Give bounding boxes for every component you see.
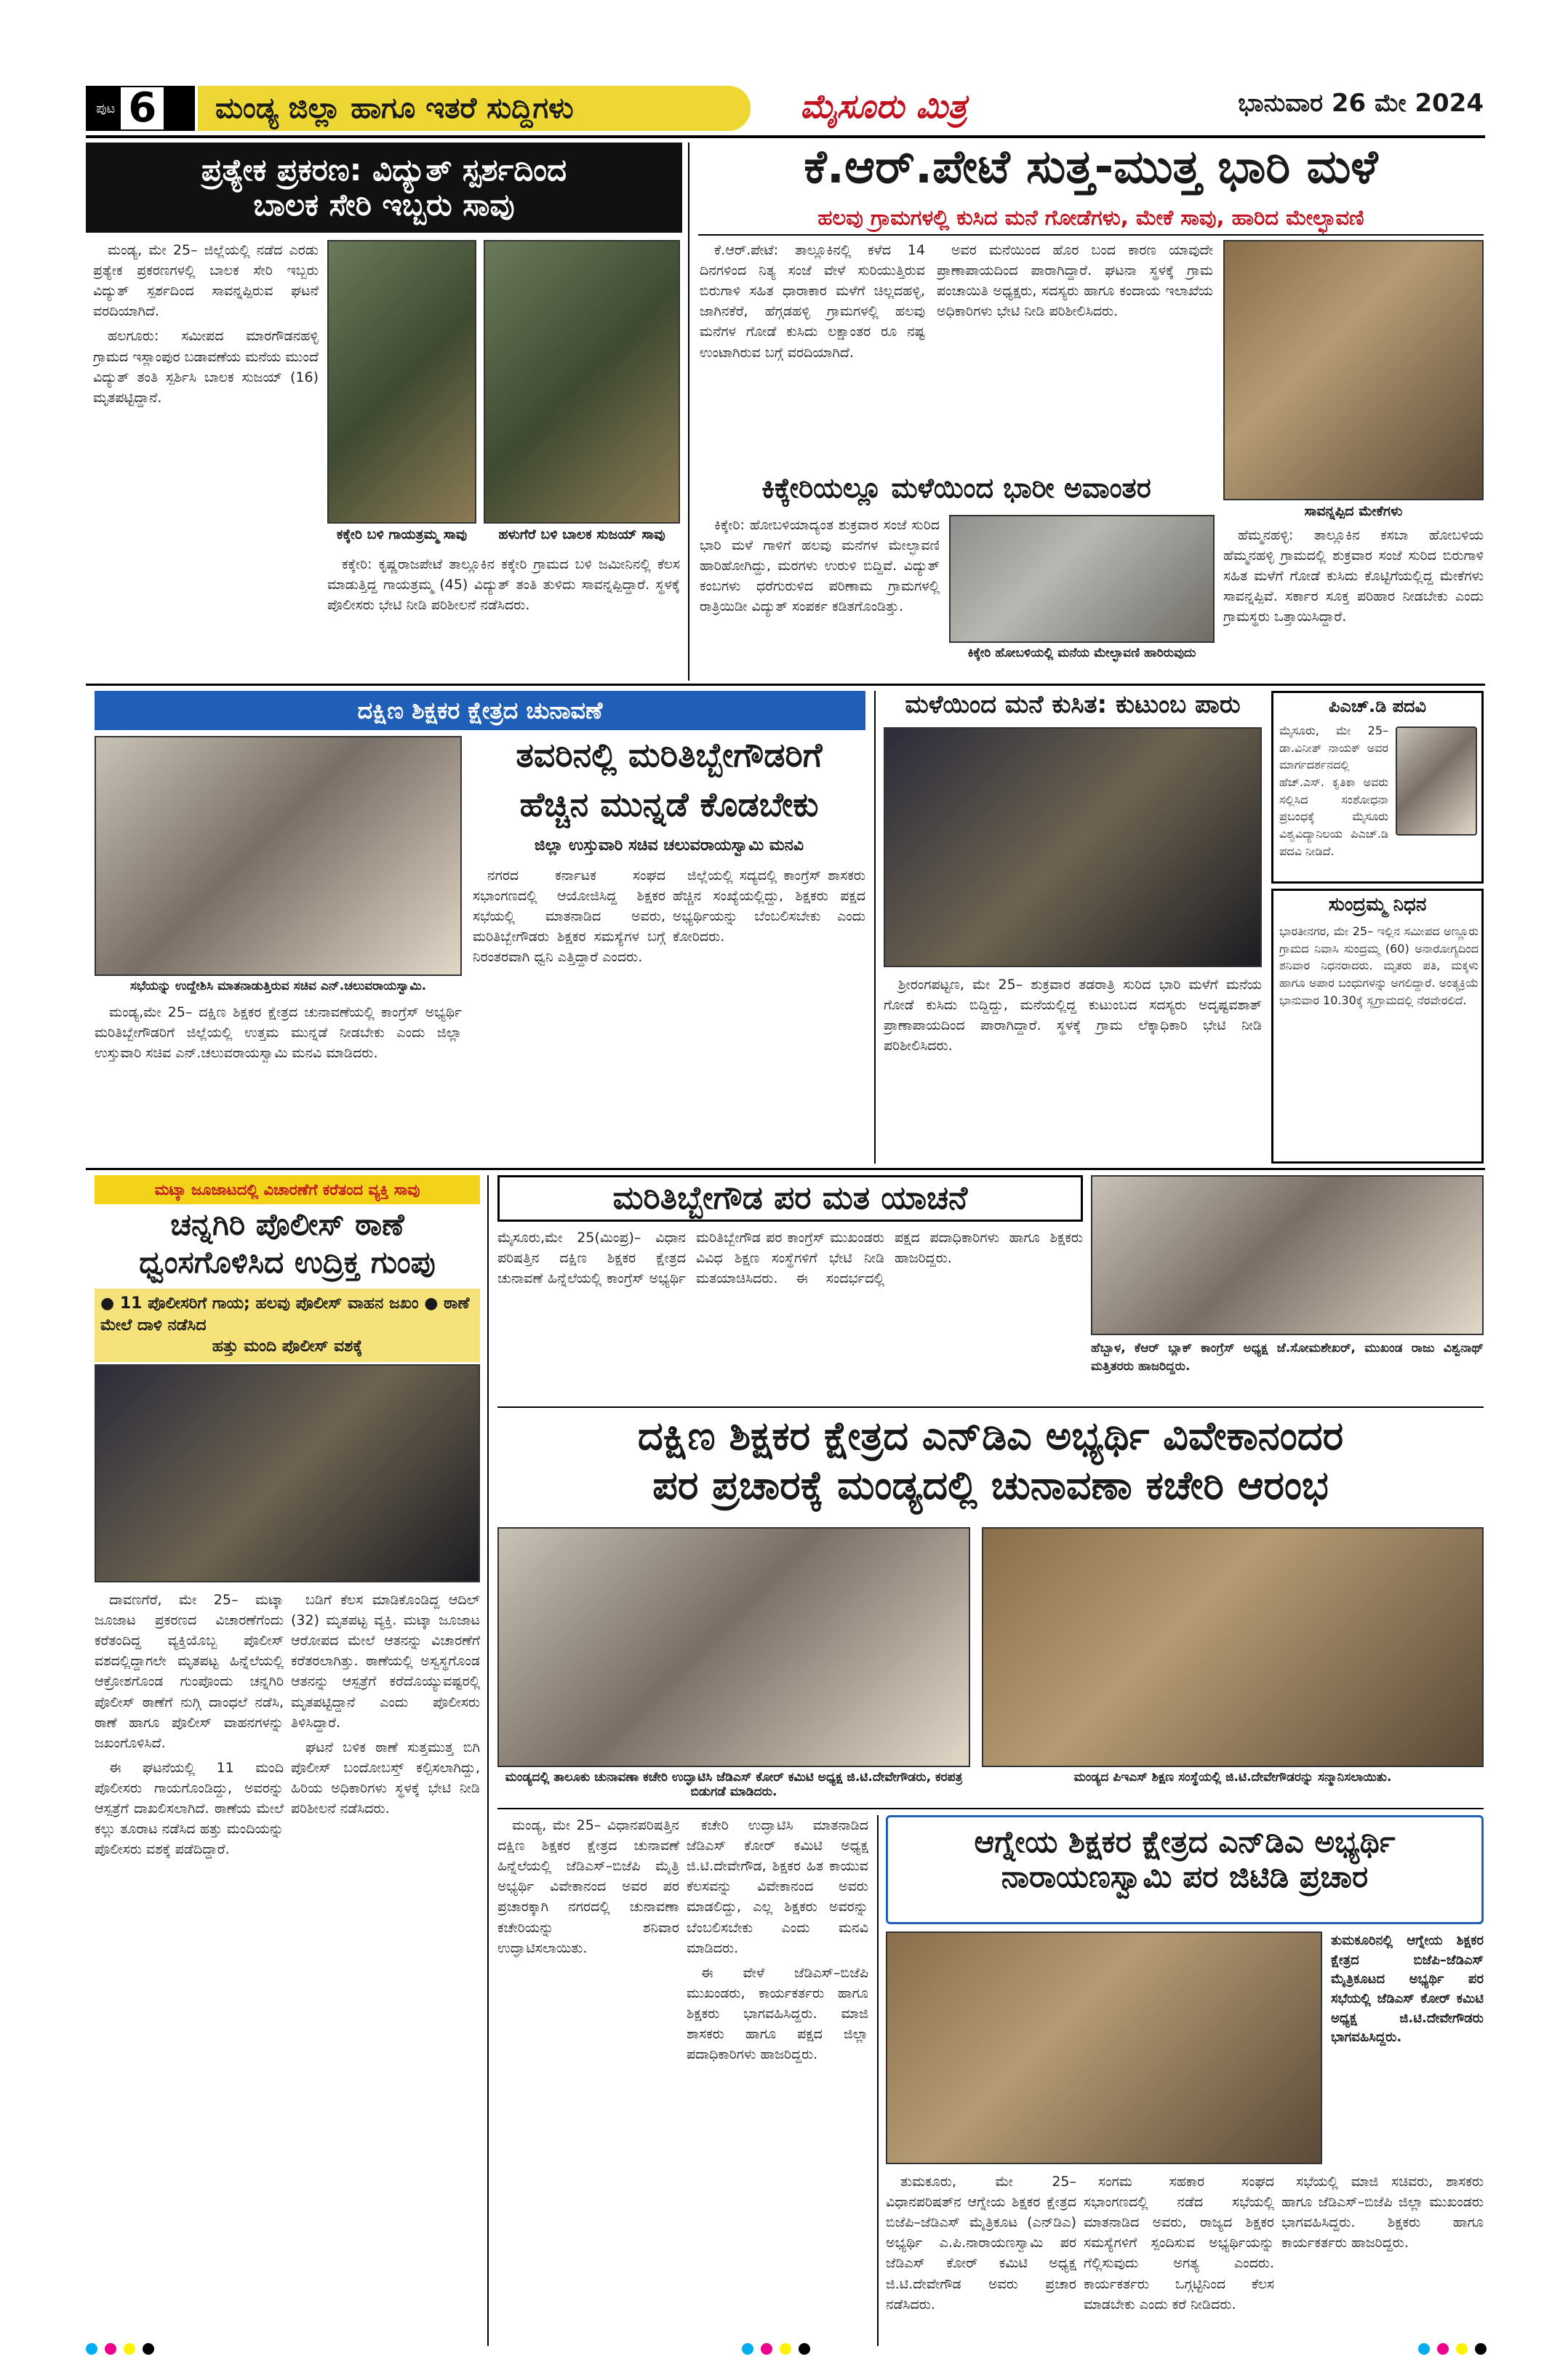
story1-body-1: ಮಂಡ್ಯ, ಮೇ 25– ಜಿಲ್ಲೆಯಲ್ಲಿ ನಡೆದ ಎರಡು ಪ್ರತ್ಯೇಕ ಪ್ರಕರಣಗಳಲ್ಲಿ ಬಾಲಕ ಸೇರಿ ಇಬ್ಬರು ವಿದ್ಯುತ್ ಸ್ಪರ್ಶದಿಂದ ಸಾವನ್ನಪ್ಪಿರುವ ಘಟನೆ ವರದಿಯಾಗಿದೆ. <box>93 242 319 320</box>
cyan-dot <box>1418 2343 1430 2355</box>
election-headline-line2: ಹೆಚ್ಚಿನ ಮುನ್ನಡೆ ಕೊಡಬೇಕು <box>519 785 819 824</box>
election-column-1 <box>95 1002 462 1164</box>
nda-caption-2: ಮಂಡ್ಯದ ಪಿಇಎಸ್ ಶಿಕ್ಷಣ ಸಂಸ್ಥೆಯಲ್ಲಿ ಜಿ.ಟಿ.ದೇವೇಗೌಡರನ್ನು ಸನ್ಮಾನಿಸಲಾಯಿತು. <box>1073 1770 1392 1785</box>
narayanaswamy-body-1: ತುಮಕೂರು, ಮೇ 25– ವಿಧಾನಪರಿಷತ್‌ನ ಆಗ್ನೇಯ ಶಿಕ್ಷಕರ ಕ್ಷೇತ್ರದ ಬಿಜೆಪಿ–ಜೆಡಿಎಸ್ ಮೈತ್ರಿಕೂಟ (ಎನ್‌ಡಿಎ) ಅಭ್ಯರ್ಥಿ ಎ.ಪಿ.ನಾರಾಯಣಸ್ವಾಮಿ ಪರ ಜೆಡಿಎಸ್ ಕೋರ್ ಕಮಿಟಿ ಅಧ್ಯಕ್ಷ ಜಿ.ಟಿ.ದೇವೇಗೌಡ ಅವರು ಪ್ರಚಾರ ನಡೆಸಿದರು. <box>886 2174 1076 2313</box>
story2-body-2: ಅವರ ಮನೆಯಿಂದ ಹೊರ ಬಂದ ಕಾರಣ ಯಾವುದೇ ಪ್ರಾಣಾಪಾಯದಿಂದ ಪಾರಾಗಿದ್ದಾರೆ. ಘಟನಾ ಸ್ಥಳಕ್ಕೆ ಗ್ರಾಮ ಪಂಚಾಯಿತಿ ಅಧ್ಯಕ್ಷರು, ಸದಸ್ಯರು ಹಾಗೂ ಕಂದಾಯ ಇಲಾಖೆಯ ಅಧಿಕಾರಿಗಳು ಭೇಟಿ ನೀಡಿ ಪರಿಶೀಲಿಸಿದರು. <box>937 242 1213 320</box>
narayanaswamy-headline-line1: ಆಗ್ನೇಯ ಶಿಕ್ಷಕರ ಕ್ಷೇತ್ರದ ಎನ್‌ಡಿಎ ಅಭ್ಯರ್ಥಿ <box>974 1824 1396 1859</box>
vote-appeal-caption: ಹೆಬ್ಬಾಳ, ಕೆಆರ್ ಬ್ಲಾಕ್ ಕಾಂಗ್ರೆಸ್ ಅಧ್ಯಕ್ಷ ಜೆ.ಸೋಮಶೇಖರ್, ಮುಖಂಡ ರಾಜು ವಿಶ್ವನಾಥ್ ಮತ್ತಿತರರು ಹಾಜರಿದ್ದರು. <box>1091 1341 1484 1374</box>
newspaper-logo: ಮೈಸೂರು ಮಿತ್ರ <box>800 87 967 126</box>
registration-marks-center <box>742 2343 810 2355</box>
story2-rule <box>698 234 1484 236</box>
nda-column-1 <box>497 1815 679 2346</box>
narayanaswamy-body-2: ಸಂಗಮ ಸಹಕಾರ ಸಂಘದ ಸಭಾಂಗಣದಲ್ಲಿ ನಡೆದ ಸಭೆಯಲ್ಲಿ ಮಾತನಾಡಿದ ಅವರು, ರಾಜ್ಯದ ಶಿಕ್ಷಕರ ಸಮಸ್ಯೆಗಳಿಗೆ ಸ್ಪಂದಿಸುವ ಅಭ್ಯರ್ಥಿಯನ್ನು ಗೆಲ್ಲಿಸುವುದು ಅಗತ್ಯ ಎಂದರು. ಕಾರ್ಯಕರ್ತರು ಒಗ್ಗಟ್ಟಿನಿಂದ ಕೆಲಸ ಮಾಡಬೇಕು ಎಂದು ಕರೆ ನೀಡಿದರು. <box>1084 2174 1274 2313</box>
nda-body-2: ಕಚೇರಿ ಉದ್ಘಾಟಿಸಿ ಮಾತನಾಡಿದ ಜೆಡಿಎಸ್ ಕೋರ್ ಕಮಿಟಿ ಅಧ್ಯಕ್ಷ ಜಿ.ಟಿ.ದೇವೇಗೌಡ, ಶಿಕ್ಷಕರ ಹಿತ ಕಾಯುವ ಕೆಲಸವನ್ನು ವಿವೇಕಾನಂದ ಅವರು ಮಾಡಲಿದ್ದು, ಎಲ್ಲ ಶಿಕ್ಷಕರು ಅವರನ್ನು ಬೆಂಬಲಿಸಬೇಕು ಎಂದು ಮನವಿ ಮಾಡಿದರು. <box>687 1817 868 1956</box>
section-rule-1 <box>86 684 1485 686</box>
phd-title: ಪಿಎಚ್.ಡಿ ಪದವಿ <box>1329 696 1426 716</box>
story3-column <box>700 515 940 675</box>
vote-appeal-headline: ಮರಿತಿಬ್ಬೇಗೌಡ ಪರ ಮತ ಯಾಚನೆ <box>497 1175 1083 1222</box>
black-dot <box>799 2343 810 2355</box>
story2-column-2 <box>937 240 1213 465</box>
narayanaswamy-photo <box>886 1931 1322 2164</box>
narayanaswamy-column-2 <box>1084 2171 1274 2346</box>
channagiri-body-2: ಈ ಘಟನೆಯಲ್ಲಿ 11 ಮಂದಿ ಪೊಲೀಸರು ಗಾಯಗೊಂಡಿದ್ದು, ಅವರನ್ನು ಆಸ್ಪತ್ರೆಗೆ ದಾಖಲಿಸಲಾಗಿದೆ. ಠಾಣೆಯ ಮೇಲೆ ಕಲ್ಲು ತೂರಾಟ ನಡೆಸಿದ ಹತ್ತು ಮಂದಿಯನ್ನು ಪೊಲೀಸರು ವಶಕ್ಕೆ ಪಡೆದಿದ್ದಾರೆ. <box>95 1759 284 1858</box>
registration-marks-left <box>86 2343 154 2355</box>
nda-column-2 <box>687 1815 868 2346</box>
channagiri-headline-line2: ಧ್ವಂಸಗೊಳಿಸಿದ ಉದ್ರಿಕ್ತ ಗುಂಪು <box>139 1244 436 1280</box>
story1-caption-2: ಹಳುಗೆರೆ ಬಳಿ ಬಾಲಕ ಸುಜಯ್ ಸಾವು <box>498 527 665 543</box>
channagiri-headline-line1: ಚನ್ನಗಿರಿ ಪೊಲೀಸ್ ಠಾಣೆ <box>170 1206 404 1242</box>
house-collapse-headline: ಮಳೆಯಿಂದ ಮನೆ ಕುಸಿತ: ಕುಟುಂಬ ಪಾರು <box>905 690 1241 719</box>
column-divider-3 <box>487 1175 489 2346</box>
house-collapse-column <box>884 974 1262 1164</box>
channagiri-column-2 <box>291 1590 480 2346</box>
phd-portrait <box>1396 726 1477 836</box>
story1-column-1 <box>93 240 319 647</box>
election-body-1: ಮಂಡ್ಯ,ಮೇ 25– ದಕ್ಷಿಣ ಶಿಕ್ಷಕರ ಕ್ಷೇತ್ರದ ಚುನಾವಣೆಯಲ್ಲಿ ಕಾಂಗ್ರೆಸ್ ಅಭ್ಯರ್ಥಿ ಮರಿತಿಬ್ಬೇಗೌಡರಿಗೆ ಜಿಲ್ಲೆಯಲ್ಲಿ ಉತ್ತಮ ಮುನ್ನಡೆ ನೀಡಬೇಕು ಎಂದು ಜಿಲ್ಲಾ ಉಸ್ತುವಾರಿ ಸಚಿವ ಎನ್.ಚಲುವರಾಯಸ್ವಾಮಿ ಮನವಿ ಮಾಡಿದರು. <box>95 1004 462 1062</box>
story1-caption-1: ಕಕ್ಕೇರಿ ಬಳಿ ಗಾಯತ್ರಮ್ಮ ಸಾವು <box>336 527 468 543</box>
obituary-title: ಸುಂದ್ರಮ್ಮ ನಿಧನ <box>1328 894 1427 916</box>
nda-headline-line1: ದಕ್ಷಿಣ ಶಿಕ್ಷಕರ ಕ್ಷೇತ್ರದ ಎನ್‌ಡಿಎ ಅಭ್ಯರ್ಥಿ ವಿವೇಕಾನಂದರ <box>637 1413 1344 1459</box>
nda-headline-line2: ಪರ ಪ್ರಚಾರಕ್ಕೆ ಮಂಡ್ಯದಲ್ಲಿ ಚುನಾವಣಾ ಕಚೇರಿ ಆರಂಭ <box>652 1462 1329 1508</box>
house-collapse-photo <box>884 727 1262 967</box>
page-label: ಪುಟ <box>96 100 116 116</box>
story1-body-3: ಕಕ್ಕೇರಿ: ಕೃಷ್ಣರಾಜಪೇಟೆ ತಾಲ್ಲೂಕಿನ ಕಕ್ಕೇರಿ ಗ್ರಾಮದ ಬಳಿ ಜಮೀನಿನಲ್ಲಿ ಕೆಲಸ ಮಾಡುತ್ತಿದ್ದ ಗಾಯತ್ರಮ್ಮ (45) ವಿದ್ಯುತ್ ತಂತಿ ತುಳಿದು ಸಾವನ್ನಪ್ಪಿದ್ದಾರೆ. ಸ್ಥಳಕ್ಕೆ ಪೊಲೀಸರು ಭೇಟಿ ನೀಡಿ ಪರಿಶೀಲನೆ ನಡೆಸಿದರು. <box>327 556 680 614</box>
vote-appeal-photo <box>1091 1175 1484 1335</box>
yellow-dot <box>780 2343 791 2355</box>
cyan-dot <box>742 2343 753 2355</box>
story2-column-3 <box>1223 525 1484 670</box>
yellow-dot <box>124 2343 135 2355</box>
channagiri-body-3: ಬಡಿಗೆ ಕೆಲಸ ಮಾಡಿಕೊಂಡಿದ್ದ ಆದಿಲ್ (32) ಮೃತಪಟ್ಟ ವ್ಯಕ್ತಿ. ಮಟ್ಕಾ ಜೂಜಾಟ ಆರೋಪದ ಮೇಲೆ ಆತನನ್ನು ವಿಚಾರಣೆಗೆ ಕರೆತರಲಾಗಿತ್ತು. ಠಾಣೆಯಲ್ಲಿ ಅಸ್ವಸ್ಥಗೊಂಡ ಆತನನ್ನು ಆಸ್ಪತ್ರೆಗೆ ಕರೆದೊಯ್ಯುವಷ್ಟರಲ್ಲಿ ಮೃತಪಟ್ಟಿದ್ದಾನೆ ಎಂದು ಪೊಲೀಸರು ತಿಳಿಸಿದ್ದಾರೆ. <box>291 1592 480 1731</box>
story2-headline: ಕೆ.ಆರ್.ಪೇಟೆ ಸುತ್ತ-ಮುತ್ತ ಭಾರಿ ಮಳೆ <box>804 140 1378 194</box>
channagiri-photo <box>95 1364 480 1582</box>
section-rule-3 <box>497 1406 1484 1408</box>
black-dot <box>1475 2343 1487 2355</box>
narayanaswamy-side-caption: ತುಮಕೂರಿನಲ್ಲಿ ಆಗ್ನೇಯ ಶಿಕ್ಷಕರ ಕ್ಷೇತ್ರದ ಬಿಜೆಪಿ–ಜೆಡಿಎಸ್ ಮೈತ್ರಿಕೂಟದ ಅಭ್ಯರ್ಥಿ ಪರ ಸಭೆಯಲ್ಲಿ ಜೆಡಿಎಸ್ ಕೋರ್ ಕಮಿಟಿ ಅಧ್ಯಕ್ಷ ಜಿ.ಟಿ.ದೇವೇಗೌಡರು ಭಾಗವಹಿಸಿದ್ದರು. <box>1331 1933 1484 2046</box>
story3-photo <box>949 515 1215 643</box>
election-column-2 <box>473 865 665 1164</box>
election-photo-caption: ಸಭೆಯನ್ನು ಉದ್ದೇಶಿಸಿ ಮಾತನಾಡುತ್ತಿರುವ ಸಚಿವ ಎನ್.ಚಲುವರಾಯಸ್ವಾಮಿ. <box>129 979 427 993</box>
masthead-rule <box>86 135 1485 138</box>
story2-body-3: ಹೆಮ್ಮನಹಳ್ಳಿ: ತಾಲ್ಲೂಕಿನ ಕಸಬಾ ಹೋಬಳಿಯ ಹೆಮ್ಮನಹಳ್ಳಿ ಗ್ರಾಮದಲ್ಲಿ ಶುಕ್ರವಾರ ಸಂಜೆ ಸುರಿದ ಬಿರುಗಾಳಿ ಸಹಿತ ಮಳೆಗೆ ಗೋಡೆ ಕುಸಿದು ಕೊಟ್ಟಿಗೆಯಲ್ಲಿದ್ದ ಮೇಕೆಗಳು ಸಾವನ್ನಪ್ಪಿವೆ. ಸರ್ಕಾರ ಸೂಕ್ತ ಪರಿಹಾರ ನೀಡಬೇಕು ಎಂದು ಗ್ರಾಮಸ್ಥರು ಒತ್ತಾಯಿಸಿದ್ದಾರೆ. <box>1223 527 1484 625</box>
channagiri-column-1 <box>95 1590 284 2346</box>
column-divider <box>688 143 689 681</box>
phd-box <box>1271 691 1484 884</box>
channagiri-bullet-1: ● 11 ಪೊಲೀಸರಿಗೆ ಗಾಯ; ಹಲವು ಪೊಲೀಸ್ ವಾಹನ ಜಖಂ ● ಠಾಣೆ ಮೇಲೆ ದಾಳಿ ನಡೆಸಿದ <box>100 1294 470 1334</box>
nda-body-1: ಮಂಡ್ಯ, ಮೇ 25– ವಿಧಾನಪರಿಷತ್ತಿನ ದಕ್ಷಿಣ ಶಿಕ್ಷಕರ ಕ್ಷೇತ್ರದ ಚುನಾವಣೆ ಹಿನ್ನೆಲೆಯಲ್ಲಿ ಜೆಡಿಎಸ್–ಬಿಜೆಪಿ ಮೈತ್ರಿ ಅಭ್ಯರ್ಥಿ ವಿವೇಕಾನಂದ ಅವರ ಪರ ಪ್ರಚಾರಕ್ಕಾಗಿ ನಗರದಲ್ಲಿ ಚುನಾವಣಾ ಕಚೇರಿಯನ್ನು ಶನಿವಾರ ಉದ್ಘಾಟಿಸಲಾಯಿತು. <box>497 1817 679 1956</box>
election-section-bar: ದಕ್ಷಿಣ ಶಿಕ್ಷಕರ ಕ್ಷೇತ್ರದ ಚುನಾವಣೆ <box>95 691 865 730</box>
magenta-dot <box>105 2343 116 2355</box>
story1-headline-box <box>86 143 682 233</box>
column-divider-4 <box>877 1815 879 2346</box>
election-photo <box>95 736 462 976</box>
nda-photo-1 <box>497 1527 970 1767</box>
story1-photo-2 <box>484 240 680 524</box>
story1-column-2 <box>327 554 680 700</box>
vote-appeal-body: ಮೈಸೂರು,ಮೇ 25(ಮಿಂಪ್ರ)– ವಿಧಾನ ಪರಿಷತ್ತಿನ ದಕ್ಷಿಣ ಶಿಕ್ಷಕರ ಕ್ಷೇತ್ರದ ಚುನಾವಣೆ ಹಿನ್ನೆಲೆಯಲ್ಲಿ ಕಾಂಗ್ರೆಸ್ ಅಭ್ಯರ್ಥಿ ಮರಿತಿಬ್ಬೇಗೌಡ ಪರ ಕಾಂಗ್ರೆಸ್ ಮುಖಂಡರು ವಿವಿಧ ಶಿಕ್ಷಣ ಸಂಸ್ಥೆಗಳಿಗೆ ಭೇಟಿ ನೀಡಿ ಮತಯಾಚಿಸಿದರು. ಈ ಸಂದರ್ಭದಲ್ಲಿ ಪಕ್ಷದ ಪದಾಧಿಕಾರಿಗಳು ಹಾಗೂ ಶಿಕ್ಷಕರು ಹಾಜರಿದ್ದರು. <box>497 1230 1083 1287</box>
story2-photo <box>1223 240 1484 500</box>
election-subheadline: ಜಿಲ್ಲಾ ಉಸ್ತುವಾರಿ ಸಚಿವ ಚಲುವರಾಯಸ್ವಾಮಿ ಮನವಿ <box>534 836 804 854</box>
magenta-dot <box>1437 2343 1449 2355</box>
section-rule-2 <box>86 1168 1485 1170</box>
page-number-box <box>86 86 195 131</box>
channagiri-bullets <box>95 1289 480 1362</box>
story2-photo-caption: ಸಾವನ್ನಪ್ಪಿದ ಮೇಕೆಗಳು <box>1304 503 1403 519</box>
story2-body-1: ಕೆ.ಆರ್.ಪೇಟೆ: ತಾಲ್ಲೂಕಿನಲ್ಲಿ ಕಳೆದ 14 ದಿನಗಳಿಂದ ನಿತ್ಯ ಸಂಜೆ ವೇಳೆ ಸುರಿಯುತ್ತಿರುವ ಬಿರುಗಾಳಿ ಸಹಿತ ಧಾರಾಕಾರ ಮಳೆಗೆ ಚಿಲ್ಲದಹಳ್ಳಿ, ಜಾಗಿನಕೆರೆ, ಹೆಗ್ಗಡಹಳ್ಳಿ ಗ್ರಾಮಗಳಲ್ಲಿ ಹಲವು ಮನೆಗಳ ಗೋಡೆ ಕುಸಿದು ಲಕ್ಷಾಂತರ ರೂ ನಷ್ಟ ಉಂಟಾಗಿರುವ ಬಗ್ಗೆ ವರದಿಯಾಗಿದೆ. <box>700 242 925 361</box>
story3-photo-caption: ಕಿಕ್ಕೇರಿ ಹೋಬಳಿಯಲ್ಲಿ ಮನೆಯ ಮೇಲ್ಛಾವಣಿ ಹಾರಿರುವುದು <box>967 646 1196 660</box>
channagiri-body-1: ದಾವಣಗೆರೆ, ಮೇ 25– ಮಟ್ಕಾ ಜೂಜಾಟ ಪ್ರಕರಣದ ವಿಚಾರಣೆಗೆಂದು ಕರೆತಂದಿದ್ದ ವ್ಯಕ್ತಿಯೊಬ್ಬ ಪೊಲೀಸ್ ವಶದಲ್ಲಿದ್ದಾಗಲೇ ಮೃತಪಟ್ಟ ಹಿನ್ನೆಲೆಯಲ್ಲಿ ಆಕ್ರೋಶಗೊಂಡ ಗುಂಪೊಂದು ಚನ್ನಗಿರಿ ಪೊಲೀಸ್ ಠಾಣೆಗೆ ನುಗ್ಗಿ ದಾಂಧಲೆ ನಡೆಸಿ, ಠಾಣೆ ಹಾಗೂ ಪೊಲೀಸ್ ವಾಹನಗಳನ್ನು ಜಖಂಗೊಳಿಸಿದೆ. <box>95 1592 284 1751</box>
story1-body-2: ಹಲಗೂರು: ಸಮೀಪದ ಮಾರಗೌಡನಹಳ್ಳಿ ಗ್ರಾಮದ ಇಸ್ಲಾಂಪುರ ಬಡಾವಣೆಯ ಮನೆಯ ಮುಂದೆ ವಿದ್ಯುತ್ ತಂತಿ ಸ್ಪರ್ಶಿಸಿ ಬಾಲಕ ಸುಜಯ್ (16) ಮೃತಪಟ್ಟಿದ್ದಾನೆ. <box>93 328 319 406</box>
narayanaswamy-body-3: ಸಭೆಯಲ್ಲಿ ಮಾಜಿ ಸಚಿವರು, ಶಾಸಕರು ಹಾಗೂ ಜೆಡಿಎಸ್–ಬಿಜೆಪಿ ಜಿಲ್ಲಾ ಮುಖಂಡರು ಭಾಗವಹಿಸಿದ್ದರು. ಶಿಕ್ಷಕರು ಹಾಗೂ ಕಾರ್ಯಕರ್ತರು ಹಾಜರಿದ್ದರು. <box>1281 2174 1484 2251</box>
phd-body: ಮೈಸೂರು, ಮೇ 25– ಡಾ.ವಿನೀತ್ ನಾಯಕ್ ಅವರ ಮಾರ್ಗದರ್ಶನದಲ್ಲಿ ಹೆಚ್.ಎಸ್. ಕೃತಿಕಾ ಅವರು ಸಲ್ಲಿಸಿದ ಸಂಶೋಧನಾ ಪ್ರಬಂಧಕ್ಕೆ ಮೈಸೂರು ವಿಶ್ವವಿದ್ಯಾನಿಲಯ ಪಿಎಚ್.ಡಿ ಪದವಿ ನೀಡಿದೆ. <box>1279 724 1388 858</box>
story2-subheadline: ಹಲವು ಗ್ರಾಮಗಳಲ್ಲಿ ಕುಸಿದ ಮನೆ ಗೋಡೆಗಳು, ಮೇಕೆ ಸಾವು, ಹಾರಿದ ಮೇಲ್ಛಾವಣಿ <box>817 205 1364 230</box>
registration-marks-right <box>1418 2343 1487 2355</box>
obituary-box <box>1271 889 1484 1164</box>
house-collapse-body: ಶ್ರೀರಂಗಪಟ್ಟಣ, ಮೇ 25– ಶುಕ್ರವಾರ ತಡರಾತ್ರಿ ಸುರಿದ ಭಾರಿ ಮಳೆಗೆ ಮನೆಯ ಗೋಡೆ ಕುಸಿದು ಬಿದ್ದಿದ್ದು, ಮನೆಯಲ್ಲಿದ್ದ ಕುಟುಂಬದ ಸದಸ್ಯರು ಅದೃಷ್ಟವಶಾತ್ ಪ್ರಾಣಾಪಾಯದಿಂದ ಪಾರಾಗಿದ್ದಾರೆ. ಸ್ಥಳಕ್ಕೆ ಗ್ರಾಮ ಲೆಕ್ಕಾಧಿಕಾರಿ ಭೇಟಿ ನೀಡಿ ಪರಿಶೀಲಿಸಿದರು. <box>884 977 1262 1054</box>
channagiri-body-4: ಘಟನೆ ಬಳಿಕ ಠಾಣೆ ಸುತ್ತಮುತ್ತ ಬಿಗಿ ಪೊಲೀಸ್ ಬಂದೋಬಸ್ತ್ ಕಲ್ಪಿಸಲಾಗಿದ್ದು, ಹಿರಿಯ ಅಧಿಕಾರಿಗಳು ಸ್ಥಳಕ್ಕೆ ಭೇಟಿ ನೀಡಿ ಪರಿಶೀಲನೆ ನಡೆಸಿದರು. <box>291 1739 480 1817</box>
story3-body: ಕಿಕ್ಕೇರಿ: ಹೋಬಳಿಯಾದ್ಯಂತ ಶುಕ್ರವಾರ ಸಂಜೆ ಸುರಿದ ಭಾರಿ ಮಳೆ ಗಾಳಿಗೆ ಹಲವು ಮನೆಗಳ ಮೇಲ್ಛಾವಣಿ ಹಾರಿಹೋಗಿದ್ದು, ಮರಗಳು ಉರುಳಿ ಬಿದ್ದಿವೆ. ವಿದ್ಯುತ್ ಕಂಬಗಳು ಧರೆಗುರುಳಿದ ಪರಿಣಾಮ ಗ್ರಾಮಗಳಲ್ಲಿ ರಾತ್ರಿಯಿಡೀ ವಿದ್ಯುತ್ ಸಂಪರ್ಕ ಕಡಿತಗೊಂಡಿತ್ತು. <box>700 517 940 615</box>
issue-date: ಭಾನುವಾರ 26 ಮೇ 2024 <box>1238 89 1484 118</box>
channagiri-kicker: ಮಟ್ಕಾ ಜೂಜಾಟದಲ್ಲಿ ವಿಚಾರಣೆಗೆ ಕರೆತಂದ ವ್ಯಕ್ತಿ ಸಾವು <box>95 1175 480 1204</box>
magenta-dot <box>761 2343 772 2355</box>
column-divider-2 <box>874 691 876 1164</box>
narayanaswamy-headline-line2: ನಾರಾಯಣಸ್ವಾಮಿ ಪರ ಜಿಟಿಡಿ ಪ್ರಚಾರ <box>1001 1859 1369 1895</box>
story1-photo-1 <box>327 240 476 524</box>
election-body-3: ಜಿಲ್ಲೆಯಲ್ಲಿ ಸದ್ಯದಲ್ಲಿ ಕಾಂಗ್ರೆಸ್ ಶಾಸಕರು ಹೆಚ್ಚಿನ ಸಂಖ್ಯೆಯಲ್ಲಿದ್ದು, ಶಿಕ್ಷಕರು ಪಕ್ಷದ ಅಭ್ಯರ್ಥಿಯನ್ನು ಬೆಂಬಲಿಸಬೇಕು ಎಂದು ಕೋರಿದರು. <box>673 868 865 945</box>
section-title: ಮಂಡ್ಯ ಜಿಲ್ಲಾ ಹಾಗೂ ಇತರೆ ಸುದ್ದಿಗಳು <box>198 86 751 131</box>
channagiri-bullet-2: ಹತ್ತು ಮಂದಿ ಪೊಲೀಸ್ ವಶಕ್ಕೆ <box>212 1337 363 1356</box>
story2-column-1 <box>700 240 925 465</box>
nda-body-3: ಈ ವೇಳೆ ಜೆಡಿಎಸ್–ಬಿಜೆಪಿ ಮುಖಂಡರು, ಕಾರ್ಯಕರ್ತರು ಹಾಗೂ ಶಿಕ್ಷಕರು ಭಾಗವಹಿಸಿದ್ದರು. ಮಾಜಿ ಶಾಸಕರು ಹಾಗೂ ಪಕ್ಷದ ಜಿಲ್ಲಾ ಪದಾಧಿಕಾರಿಗಳು ಹಾಜರಿದ್ದರು. <box>687 1964 868 2063</box>
page-number: 6 <box>121 87 164 129</box>
election-headline-line1: ತವರಿನಲ್ಲಿ ಮರಿತಿಬ್ಬೇಗೌಡರಿಗೆ <box>516 735 823 774</box>
narayanaswamy-column-1 <box>886 2171 1076 2346</box>
story1-headline-line1: ಪ್ರತ್ಯೇಕ ಪ್ರಕರಣ: ವಿದ್ಯುತ್ ಸ್ಪರ್ಶದಿಂದ <box>201 151 567 188</box>
cyan-dot <box>86 2343 97 2355</box>
nda-caption-1: ಮಂಡ್ಯದಲ್ಲಿ ತಾಲೂಕು ಚುನಾವಣಾ ಕಚೇರಿ ಉದ್ಘಾಟಿಸಿ ಜೆಡಿಎಸ್ ಕೋರ್ ಕಮಿಟಿ ಅಧ್ಯಕ್ಷ ಜಿ.ಟಿ.ದೇವೇಗೌಡರು, ಕರಪತ್ರ ಬಿಡುಗಡೆ ಮಾಡಿದರು. <box>505 1770 963 1800</box>
narayanaswamy-headline-box <box>886 1815 1484 1924</box>
nda-photo-2 <box>982 1527 1484 1767</box>
yellow-dot <box>1456 2343 1468 2355</box>
obituary-body: ಭಾರತೀನಗರ, ಮೇ 25– ಇಲ್ಲಿನ ಸಮೀಪದ ಅಣ್ಣೂರು ಗ್ರಾಮದ ನಿವಾಸಿ ಸುಂದ್ರಮ್ಮ (60) ಅನಾರೋಗ್ಯದಿಂದ ಶನಿವಾರ ನಿಧನರಾದರು. ಮೃತರು ಪತಿ, ಮಕ್ಕಳು ಹಾಗೂ ಅಪಾರ ಬಂಧುಗಳನ್ನು ಅಗಲಿದ್ದಾರೆ. ಅಂತ್ಯಕ್ರಿಯೆ ಭಾನುವಾರ 10.30ಕ್ಕೆ ಸ್ವಗ್ರಾಮದಲ್ಲಿ ನೆರವೇರಲಿದೆ. <box>1279 924 1479 1007</box>
narayanaswamy-column-3 <box>1281 2171 1484 2346</box>
section-rule-4 <box>497 1808 1484 1809</box>
black-dot <box>143 2343 154 2355</box>
election-body-2: ನಗರದ ಕರ್ನಾಟಕ ಸಂಘದ ಸಭಾಂಗಣದಲ್ಲಿ ಆಯೋಜಿಸಿದ್ದ ಶಿಕ್ಷಕರ ಸಭೆಯಲ್ಲಿ ಮಾತನಾಡಿದ ಅವರು, ಮರಿತಿಬ್ಬೇಗೌಡರು ಶಿಕ್ಷಕರ ಸಮಸ್ಯೆಗಳ ಬಗ್ಗೆ ನಿರಂತರವಾಗಿ ಧ್ವನಿ ಎತ್ತಿದ್ದಾರೆ ಎಂದರು. <box>473 868 665 966</box>
story1-headline-line2: ಬಾಲಕ ಸೇರಿ ಇಬ್ಬರು ಸಾವು <box>253 187 515 223</box>
story3-headline: ಕಿಕ್ಕೇರಿಯಲ್ಲೂ ಮಳೆಯಿಂದ ಭಾರೀ ಅವಾಂತರ <box>761 472 1151 504</box>
election-column-3 <box>673 865 865 1164</box>
